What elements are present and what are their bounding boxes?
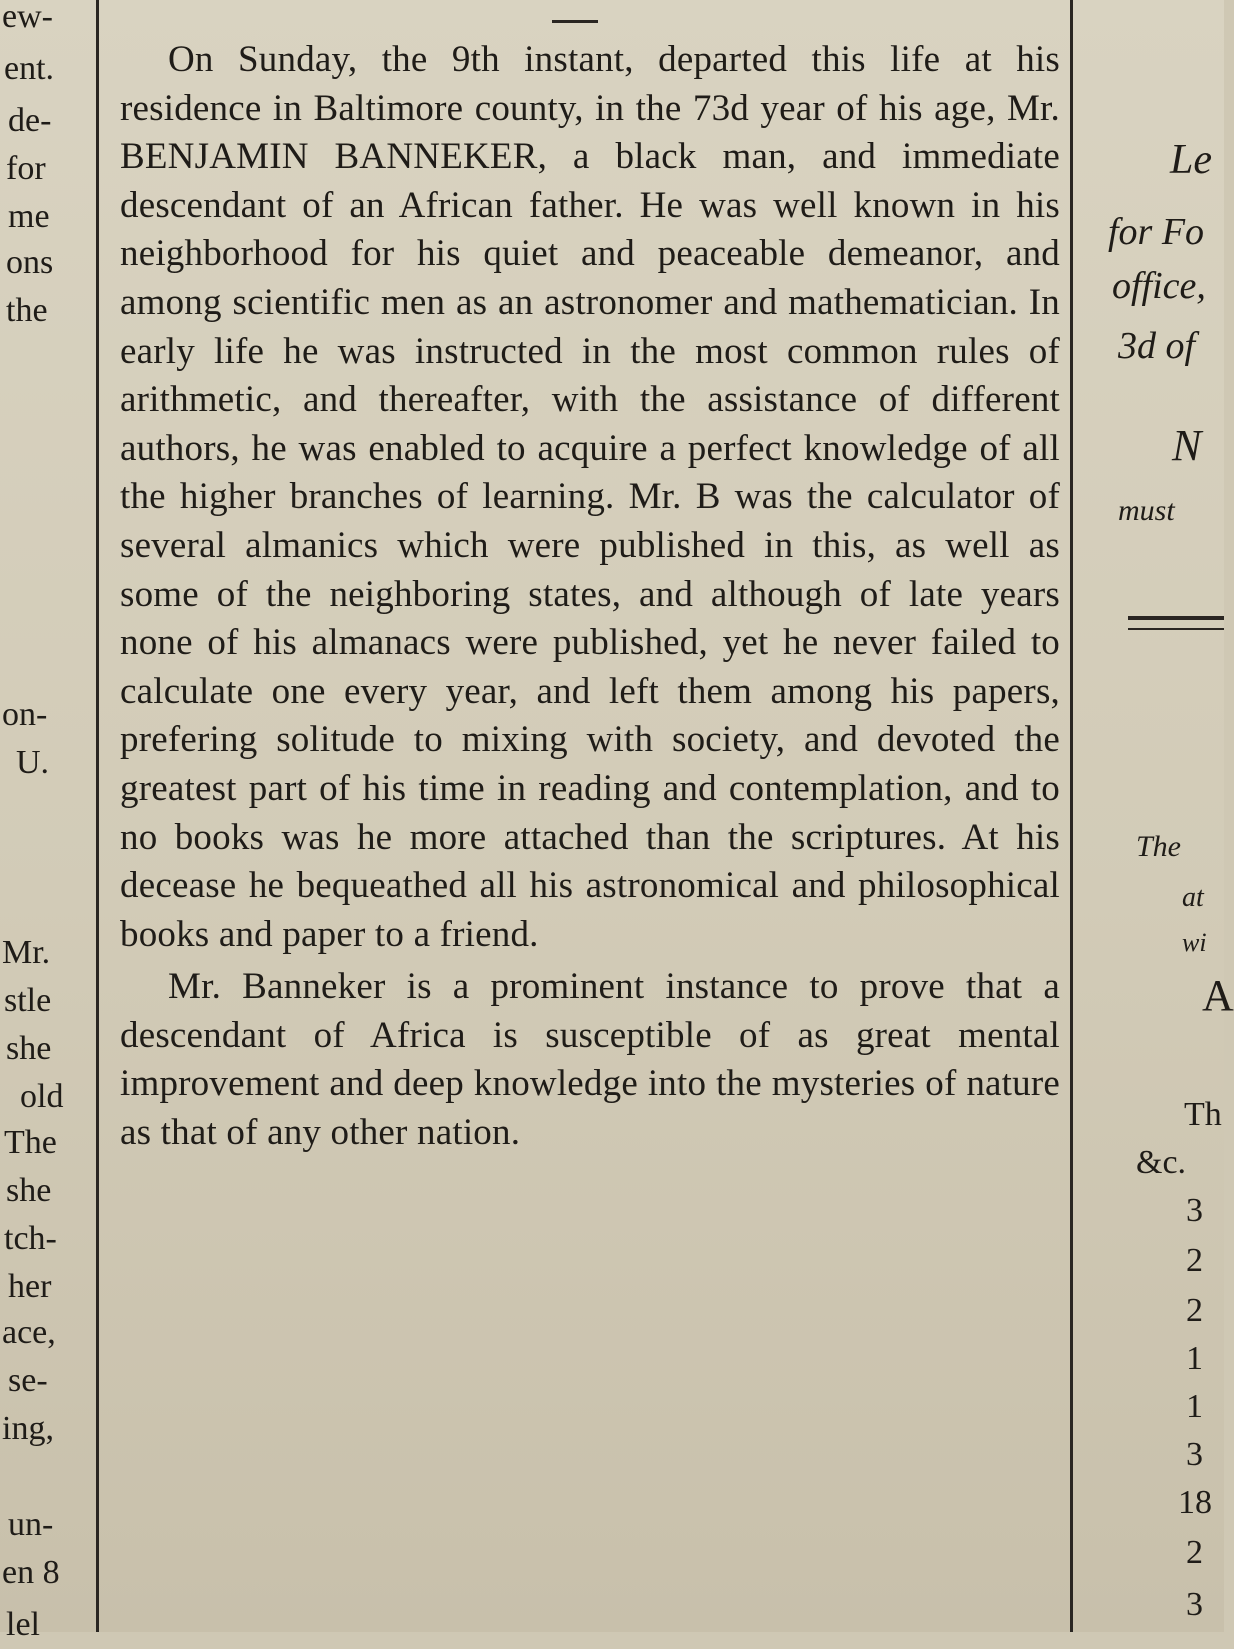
right-fragment: for Fo <box>1108 211 1205 253</box>
article-paragraph-1: On Sunday, the 9th instant, departed this life at his residence in Baltimore county, in the 73d year of his age, Mr. BENJAMIN BANNEKER, a black man, and immediate descendant of an African father. He was well known in his neighborhood for his quiet and peaceable demeanor, and among scientific men as an astronomer and mathematician. In early life he was instructed in the most common rules of arithmetic, and thereafter, with the assistance of different authors, he was enabled to acquire a perfect knowledge of all the higher branches of learning. Mr. B was the calculator of several almanics which were published in this, as well as some of the neighboring states, and although of late years none of his almanacs were published, yet he never failed to calculate one every year, and left them among his papers, prefering solitude to mixing with society, and devoted the greatest part of his time in reading and contemplation, and to no books was he more attached than the scriptures. At his decease he bequeathed all his astronomical and philosophical books and paper to a friend. <box>120 39 1060 955</box>
left-fragment: tch- <box>4 1220 57 1257</box>
right-list-item: 2 <box>1186 1242 1203 1279</box>
left-fragment: stle <box>4 982 52 1019</box>
right-list-item: 3 <box>1186 1436 1203 1473</box>
right-list-item: 1 <box>1186 1388 1203 1425</box>
left-fragment: she <box>6 1030 52 1067</box>
left-fragment: en 8 <box>2 1554 60 1591</box>
left-fragment: on- <box>2 696 48 733</box>
left-fragment: ing, <box>2 1410 54 1447</box>
right-list-item: &c. <box>1136 1144 1187 1181</box>
right-list-item: Th <box>1184 1096 1222 1133</box>
left-fragment: U. <box>16 744 50 781</box>
obituary-article <box>120 36 1060 1158</box>
right-fragment: must <box>1118 494 1175 527</box>
right-fragment: office, <box>1112 265 1206 307</box>
right-list-item: 3 <box>1186 1586 1203 1623</box>
left-fragment: un- <box>8 1506 54 1543</box>
left-fragment: the <box>6 292 48 329</box>
article-paragraph-2: Mr. Banneker is a prominent instance to prove that a descendant of Africa is susceptible of as great mental improvement and deep knowledge into the mysteries of nature as that of any other nation. <box>120 966 1060 1154</box>
right-list-item: 2 <box>1186 1534 1203 1571</box>
left-fragment: lel <box>6 1606 40 1643</box>
right-column-fragments <box>1082 0 1234 1632</box>
article-separator-dash <box>552 20 598 23</box>
left-fragment: ew- <box>2 0 53 35</box>
right-column-double-rule <box>1128 616 1224 620</box>
right-list-item: 1 <box>1186 1340 1203 1377</box>
right-fragment: 3d of <box>1118 325 1196 367</box>
left-fragment: de- <box>8 102 52 139</box>
left-fragment: for <box>6 150 46 187</box>
left-fragment: ace, <box>2 1314 56 1351</box>
right-list-item: 2 <box>1186 1292 1203 1329</box>
left-fragment: Mr. <box>2 934 51 971</box>
left-fragment: se- <box>8 1362 48 1399</box>
right-fragment: The <box>1136 830 1181 863</box>
left-fragment: her <box>8 1268 52 1305</box>
right-fragment: wi <box>1182 928 1207 957</box>
left-fragment: me <box>8 198 50 235</box>
left-fragment: The <box>4 1124 57 1161</box>
right-fragment: Le <box>1170 137 1212 183</box>
column-rule-right <box>1070 0 1073 1632</box>
right-list-item: 3 <box>1186 1192 1203 1229</box>
right-column-double-rule <box>1128 628 1224 630</box>
column-rule-left <box>96 0 99 1632</box>
right-list-item: 18 <box>1178 1484 1212 1521</box>
left-column-fragments <box>0 0 86 1643</box>
left-fragment: ent. <box>4 50 55 87</box>
left-fragment: she <box>6 1172 52 1209</box>
right-fragment: A <box>1202 971 1234 1020</box>
right-fragment: N <box>1172 421 1202 470</box>
right-fragment: at <box>1182 882 1204 913</box>
left-fragment: old <box>20 1078 64 1115</box>
left-fragment: ons <box>6 244 54 281</box>
